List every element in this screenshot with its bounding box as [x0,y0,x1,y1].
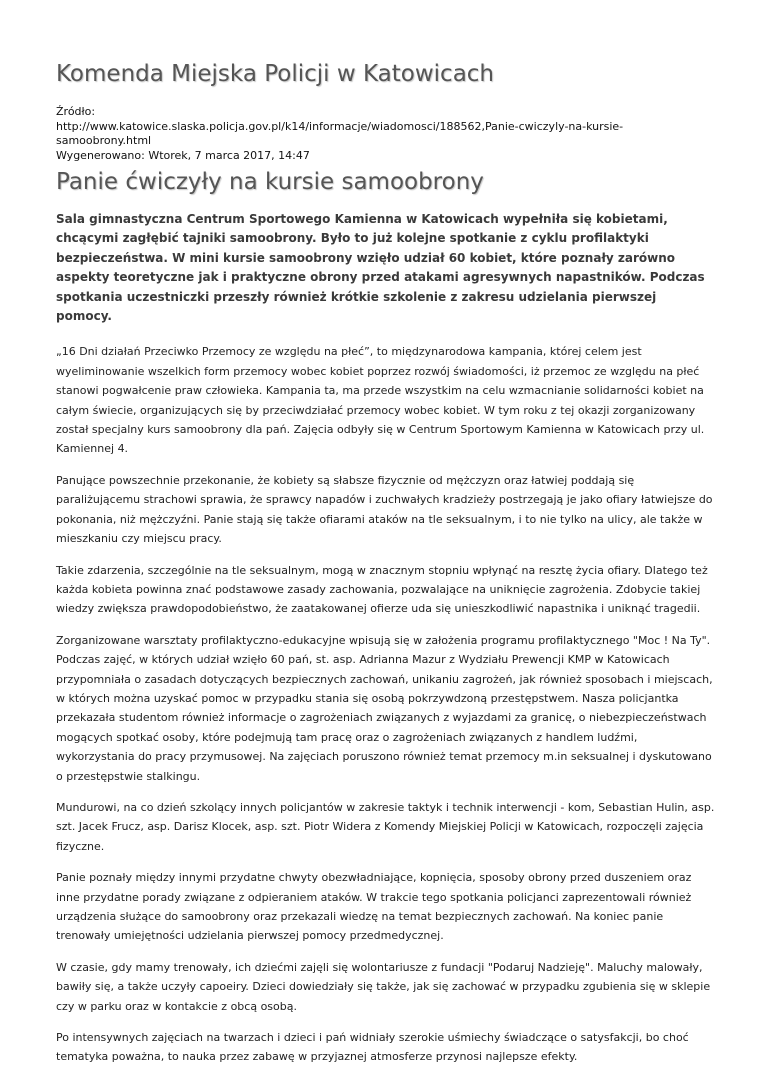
site-title: Komenda Miejska Policji w Katowicach [56,61,495,87]
article-paragraph: Mundurowi, na co dzień szkolący innych policjantów w zakresie taktyk i technik interwencji - kom, Sebastian Hulin, asp. szt. Jacek Frucz, asp. Darisz Klocek, asp. szt. Piotr Widera z Komendy Miejskiej Policji w Katowicach, rozpoczęli zajęcia fizyczne. [56,800,715,853]
source-meta [56,105,716,163]
source-label: Źródło: [56,105,96,118]
article-paragraph: Zorganizowane warsztaty profilaktyczno-edukacyjne wpisują się w założenia programu profilaktycznego "Moc ! Na Ty". Podczas zajęć, w których udział wzięło 60 pań, st. asp. Adrianna Mazur z Wydziału Prewencji KMP w Katowicach przypomniała o zasadach dotyczących bezpiecznych zachowań, unikaniu zagrożeń, jak również sposobach i miejscach, w których można uzyskać pomoc w przypadku stania się osobą pokrzywdzoną przestępstwem. Nasza policjantka przekazała studentom również informacje o zagrożeniach związanych z wyjazdami za granicę, o niebezpieczeństwach mogących spotkać osoby, które podejmują tam pracę oraz o zagrożeniach związanych z handlem ludźmi, wykorzystania do pracy przymusowej. Na zajęciach poruszono również temat przemocy m.in seksualnej i dyskutowano o przestępstwie stalkingu. [56,633,713,783]
source-url: http://www.katowice.slaska.policja.gov.pl/k14/informacje/wiadomosci/188562,Panie-cwiczyly-na-kursie-samoobrony.html [56,119,624,147]
article-paragraph: Po intensywnych zajęciach na twarzach i dzieci i pań widniały szerokie uśmiechy świadczące o satysfakcji, bo choć tematyka poważna, to nauka przez zabawę w przyjaznej atmosferze przynosi najlepsze efekty. [56,1031,689,1064]
article-paragraph: „16 Dni działań Przeciwko Przemocy ze względu na płeć”, to międzynarodowa kampania, której celem jest wyeliminowanie wszelkich form przemocy wobec kobiet poprzez rozwój świadomości, iż przemoc ze względu na płeć stanowi pogwałcenie praw człowieka. Kampania ta, ma przede wszystkim na celu wzmacnianie solidarności kobiet na całym świecie, organizujących się by przeciwdziałać przemocy wobec kobiet. W tym roku z tej okazji zorganizowany został specjalny kurs samoobrony dla pań. Zajęcia odbyły się w Centrum Sportowym Kamienna w Katowicach przy ul. Kamiennej 4. [56,345,705,456]
article-title: Panie ćwiczyły na kursie samoobrony [56,169,484,195]
article-paragraph: Panujące powszechnie przekonanie, że kobiety są słabsze fizycznie od mężczyzn oraz łatwiej poddają się paraliżującemu strachowi sprawia, że sprawcy napadów i zuchwałych kradzieży postrzegają je jako ofiary łatwiejsze do pokonania, niż mężczyźni. Panie stają się także ofiarami ataków na tle seksualnym, i to nie tylko na ulicy, ale także w mieszkaniu czy miejscu pracy. [56,473,713,546]
article-paragraph: W czasie, gdy mamy trenowały, ich dziećmi zajęli się wolontariusze z fundacji "Podaruj Nadzieję". Maluchy malowały, bawiły się, a także uczyły capoeiry. Dzieci dowiedziały się także, jak się zachować w przypadku zgubienia się w sklepie czy w parku oraz w kontakcie z obcą osobą. [56,960,711,1013]
article-paragraph: Panie poznały między innymi przydatne chwyty obezwładniające, kopnięcia, sposoby obrony przed duszeniem oraz inne przydatne porady związane z odpieraniem ataków. W trakcie tego spotkania policjanci zaprezentowali również urządzenia służące do samoobrony oraz przekazali wiedzę na temat bezpiecznych zachowań. Na koniec panie trenowały umiejętności udzielania pierwszej pomocy przedmedycznej. [56,871,692,943]
article-paragraph: Takie zdarzenia, szczególnie na tle seksualnym, mogą w znacznym stopniu wpłynąć na resztę życia ofiary. Dlatego też każda kobieta powinna znać podstawowe zasady zachowania, pozwalające na uniknięcie zagrożenia. Zdobycie takiej wiedzy zwiększa prawdopodobieństwo, że zaatakowanej ofierze uda się unieszkodliwić napastnika i uniknąć tragedii. [56,563,708,616]
article-lead: Sala gimnastyczna Centrum Sportowego Kamienna w Katowicach wypełniła się kobietami, chcącymi zagłębić tajniki samoobrony. Było to już kolejne spotkanie z cyklu profilaktyki bezpieczeństwa. W mini kursie samoobrony wzięło udział 60 kobiet, które poznały zarówno aspekty teoretyczne jak i praktyczne obrony przed atakami agresywnych napastników. Podczas spotkania uczestniczki przeszły również krótkie szkolenie z zakresu udzielania pierwszej pomocy. [56,212,705,324]
generated-date: Wygenerowano: Wtorek, 7 marca 2017, 14:47 [56,148,310,162]
